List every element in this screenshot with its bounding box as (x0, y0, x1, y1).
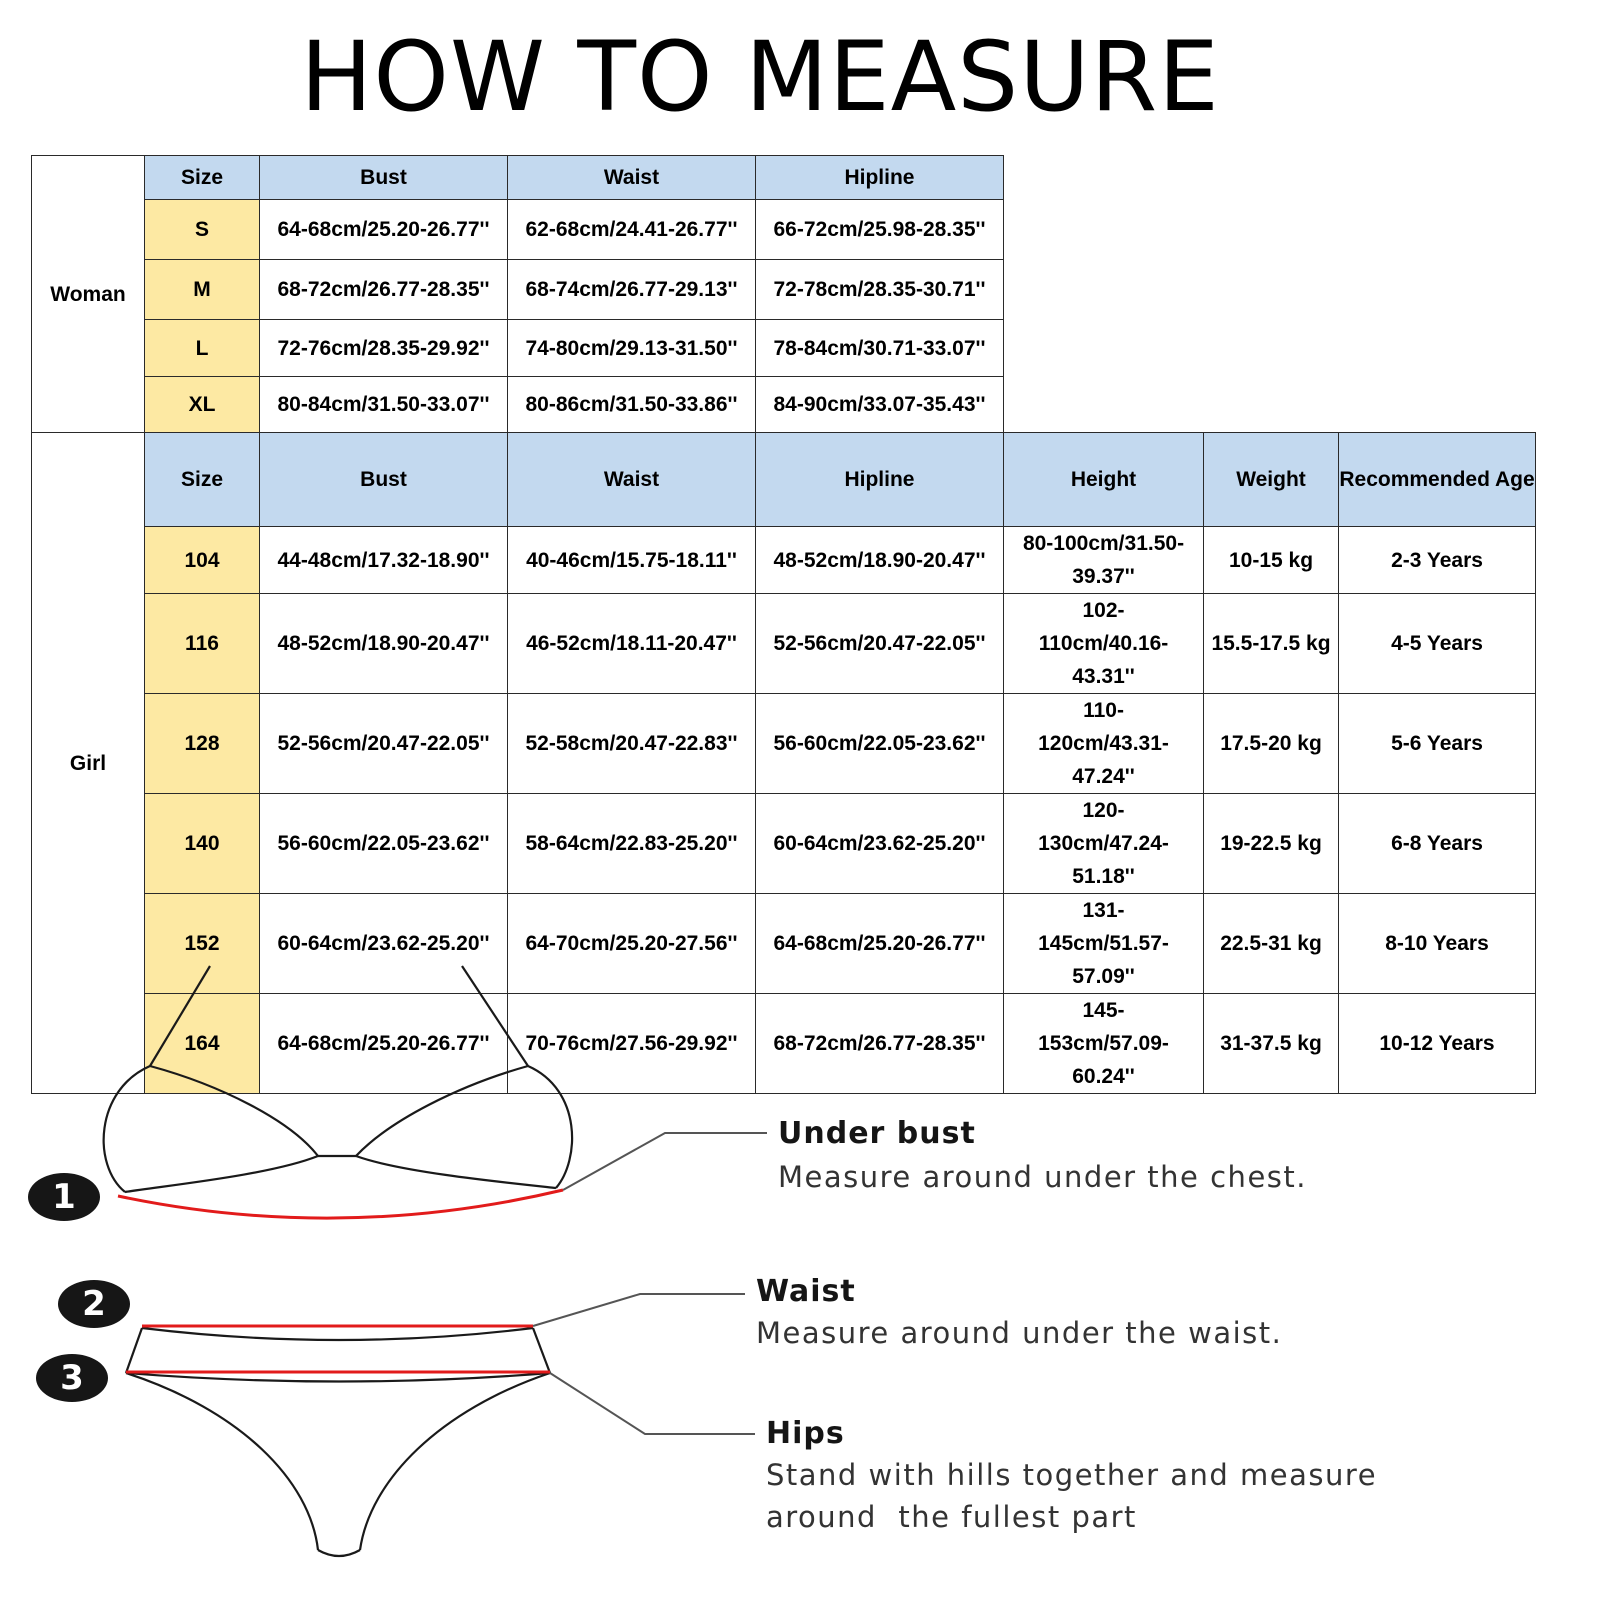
bust-cell: 68-72cm/26.77-28.35'' (260, 260, 508, 320)
size-cell: XL (145, 377, 260, 433)
hipline-cell: 72-78cm/28.35-30.71'' (756, 260, 1004, 320)
waist-cell: 52-58cm/20.47-22.83'' (508, 694, 756, 794)
age-cell: 2-3 Years (1339, 527, 1536, 594)
woman-header-hipline: Hipline (756, 156, 1004, 200)
size-cell: 116 (145, 594, 260, 694)
page-title: HOW TO MEASURE (300, 21, 1220, 133)
bust-cell: 44-48cm/17.32-18.90'' (260, 527, 508, 594)
size-cell: 140 (145, 794, 260, 894)
size-cell: 104 (145, 527, 260, 594)
hips-desc-line2: around the fullest part (766, 1500, 1137, 1534)
waist-cell: 68-74cm/26.77-29.13'' (508, 260, 756, 320)
bust-cell: 56-60cm/22.05-23.62'' (260, 794, 508, 894)
bust-cell: 72-76cm/28.35-29.92'' (260, 320, 508, 377)
size-cell: 128 (145, 694, 260, 794)
size-cell: S (145, 200, 260, 260)
table-row (32, 594, 1536, 694)
height-cell: 145-153cm/57.09-60.24'' (1004, 994, 1204, 1094)
hipline-cell: 68-72cm/26.77-28.35'' (756, 994, 1004, 1094)
hipline-cell: 56-60cm/22.05-23.62'' (756, 694, 1004, 794)
table-row (32, 527, 1536, 594)
woman-header-size: Size (145, 156, 260, 200)
hipline-cell: 78-84cm/30.71-33.07'' (756, 320, 1004, 377)
girl-header-size: Size (145, 433, 260, 527)
measure-guide (0, 960, 1600, 1600)
bra-icon (104, 966, 572, 1192)
waist-cell: 80-86cm/31.50-33.86'' (508, 377, 756, 433)
bottoms-icon (126, 1328, 550, 1556)
waist-cell: 40-46cm/15.75-18.11'' (508, 527, 756, 594)
weight-cell: 17.5-20 kg (1204, 694, 1339, 794)
waist-cell: 64-70cm/25.20-27.56'' (508, 894, 756, 994)
badge-3: 3 (36, 1354, 108, 1402)
woman-group-label: Woman (32, 156, 145, 433)
weight-cell: 15.5-17.5 kg (1204, 594, 1339, 694)
empty-area (1004, 156, 1536, 433)
badge-1: 1 (28, 1173, 100, 1221)
age-cell: 4-5 Years (1339, 594, 1536, 694)
hips-title: Hips (766, 1416, 845, 1451)
size-chart-table (31, 155, 1536, 1094)
woman-section (32, 156, 1536, 433)
bust-cell: 64-68cm/25.20-26.77'' (260, 994, 508, 1094)
size-cell: L (145, 320, 260, 377)
waist-cell: 62-68cm/24.41-26.77'' (508, 200, 756, 260)
waist-cell: 58-64cm/22.83-25.20'' (508, 794, 756, 894)
bust-cell: 52-56cm/20.47-22.05'' (260, 694, 508, 794)
weight-cell: 22.5-31 kg (1204, 894, 1339, 994)
girl-header-bust: Bust (260, 433, 508, 527)
hipline-cell: 48-52cm/18.90-20.47'' (756, 527, 1004, 594)
badge-2: 2 (58, 1280, 130, 1328)
hipline-cell: 66-72cm/25.98-28.35'' (756, 200, 1004, 260)
waist-desc: Measure around under the waist. (756, 1316, 1283, 1350)
girl-header-hipline: Hipline (756, 433, 1004, 527)
under-bust-title: Under bust (778, 1116, 976, 1151)
hipline-cell: 52-56cm/20.47-22.05'' (756, 594, 1004, 694)
woman-header-waist: Waist (508, 156, 756, 200)
girl-header-age: Recommended Age (1339, 433, 1536, 527)
weight-cell: 31-37.5 kg (1204, 994, 1339, 1094)
height-cell: 131-145cm/51.57-57.09'' (1004, 894, 1204, 994)
waist-cell: 46-52cm/18.11-20.47'' (508, 594, 756, 694)
size-cell: M (145, 260, 260, 320)
height-cell: 102-110cm/40.16-43.31'' (1004, 594, 1204, 694)
under-bust-leader (563, 1133, 767, 1190)
size-cell: 164 (145, 994, 260, 1094)
woman-header-bust: Bust (260, 156, 508, 200)
girl-header-height: Height (1004, 433, 1204, 527)
weight-cell: 19-22.5 kg (1204, 794, 1339, 894)
bust-cell: 64-68cm/25.20-26.77'' (260, 200, 508, 260)
hips-leader (550, 1373, 755, 1434)
under-bust-line (118, 1190, 563, 1218)
bust-cell: 80-84cm/31.50-33.07'' (260, 377, 508, 433)
age-cell: 10-12 Years (1339, 994, 1536, 1094)
age-cell: 8-10 Years (1339, 894, 1536, 994)
age-cell: 5-6 Years (1339, 694, 1536, 794)
hips-desc-line1: Stand with hills together and measure (766, 1458, 1378, 1492)
girl-header-weight: Weight (1204, 433, 1339, 527)
bust-cell: 48-52cm/18.90-20.47'' (260, 594, 508, 694)
waist-leader (533, 1294, 745, 1326)
height-cell: 120-130cm/47.24-51.18'' (1004, 794, 1204, 894)
age-cell: 6-8 Years (1339, 794, 1536, 894)
waist-title: Waist (756, 1274, 856, 1309)
girl-header-waist: Waist (508, 433, 756, 527)
table-row (32, 694, 1536, 794)
girl-group-label: Girl (32, 433, 145, 1094)
height-cell: 80-100cm/31.50-39.37'' (1004, 527, 1204, 594)
hipline-cell: 60-64cm/23.62-25.20'' (756, 794, 1004, 894)
waist-cell: 70-76cm/27.56-29.92'' (508, 994, 756, 1094)
height-cell: 110-120cm/43.31-47.24'' (1004, 694, 1204, 794)
bust-cell: 60-64cm/23.62-25.20'' (260, 894, 508, 994)
hipline-cell: 64-68cm/25.20-26.77'' (756, 894, 1004, 994)
under-bust-desc: Measure around under the chest. (778, 1160, 1307, 1194)
table-row (32, 794, 1536, 894)
waist-cell: 74-80cm/29.13-31.50'' (508, 320, 756, 377)
hipline-cell: 84-90cm/33.07-35.43'' (756, 377, 1004, 433)
weight-cell: 10-15 kg (1204, 527, 1339, 594)
size-cell: 152 (145, 894, 260, 994)
